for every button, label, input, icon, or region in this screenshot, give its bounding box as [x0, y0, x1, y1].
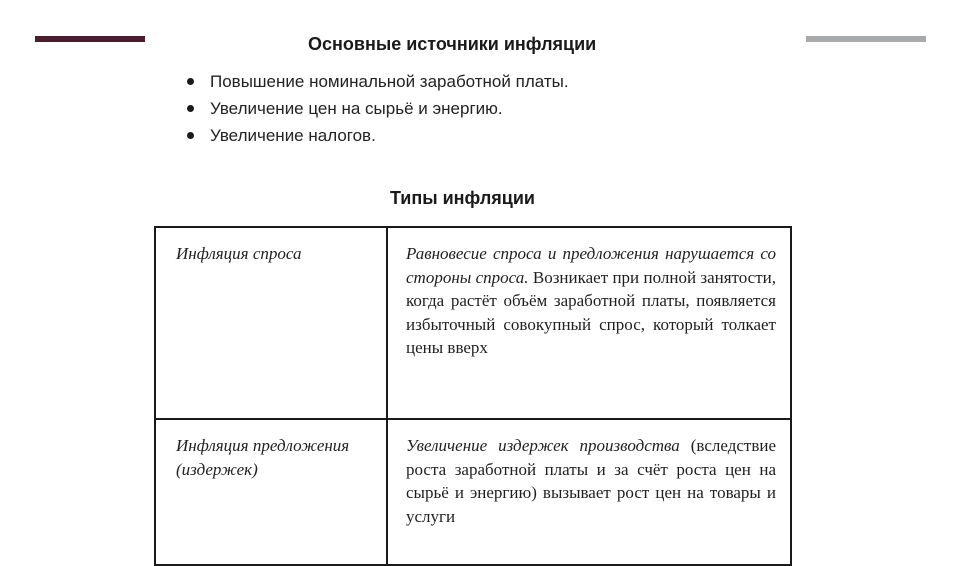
list-item-text: Повышение номинальной заработной платы.: [210, 72, 569, 91]
table-row: [155, 419, 791, 565]
bullet-icon: [187, 132, 194, 139]
list-item-text: Увеличение цен на сырьё и энергию.: [210, 99, 503, 118]
type-description-cell: [387, 227, 791, 419]
section-title: Типы инфляции: [390, 188, 535, 208]
list-item: [183, 122, 569, 149]
table-row: [155, 227, 791, 419]
bullet-icon: [187, 105, 194, 112]
type-term-cell: Инфляция предложения (издержек): [155, 419, 387, 565]
type-description-cell: [387, 419, 791, 565]
description-text: Возникает при полной занятости, когда растёт объём заработной платы, появляется избыточный совокупный спрос, который толкает цены вверх: [406, 267, 777, 357]
accent-bar-right: [806, 36, 926, 42]
list-item-text: Увеличение налогов.: [210, 126, 376, 145]
type-term-cell: Инфляция спроса: [155, 227, 387, 419]
list-item: [183, 95, 569, 122]
accent-bar-left: [35, 36, 145, 42]
description-emphasis: Равновесие спроса и предложения нарушается со стороны спроса.: [406, 244, 776, 287]
sources-list: [183, 68, 569, 149]
description-emphasis: Увеличение издержек производства: [406, 436, 680, 455]
list-item: [183, 68, 569, 95]
page-title: Основные источники инфляции: [308, 34, 597, 54]
description-text: (вследствие роста заработной платы и за счёт роста цен на сырьё и энергию) вызывает рост цен на товары и услуги: [406, 436, 776, 526]
bullet-icon: [187, 78, 194, 85]
inflation-types-table: [154, 226, 792, 566]
